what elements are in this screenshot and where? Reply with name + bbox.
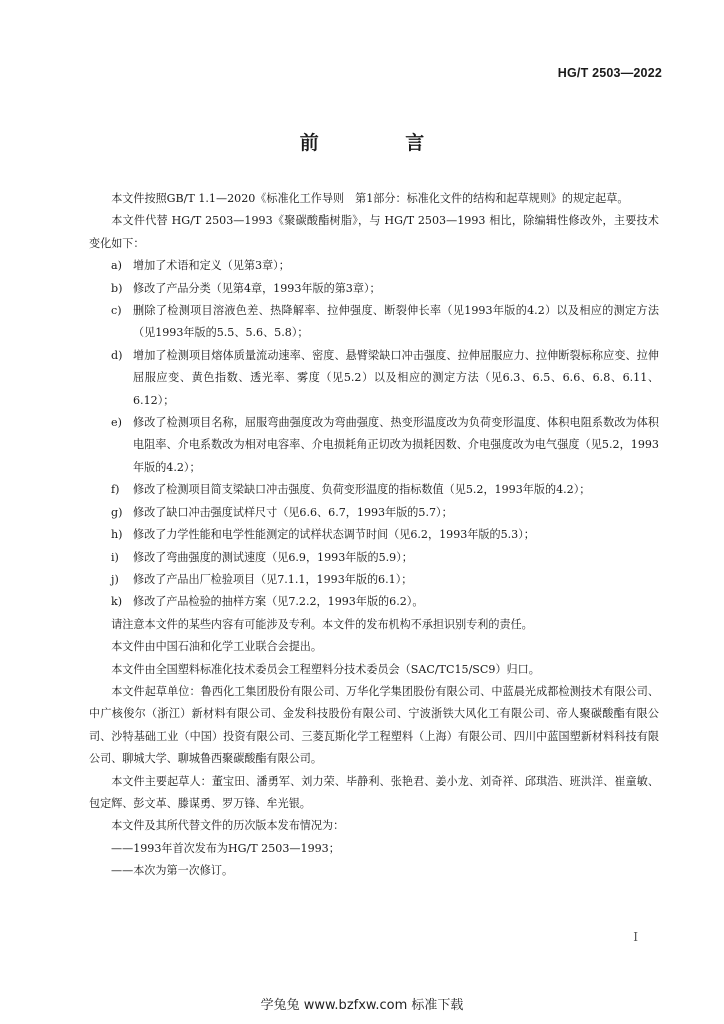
page-title: 前 言: [299, 132, 465, 154]
list-text: 删除了检测项目溶液色差、热降解率、拉伸强度、断裂伸长率（见1993年版的4.2）以及相应的测定方法（见1993年版的5.5、5.6、5.8）；: [133, 304, 659, 340]
list-item: [89, 591, 659, 613]
list-label: d): [111, 348, 123, 362]
paragraph-history-intro: 本文件及其所代替文件的历次版本发布情况为：: [111, 819, 345, 833]
list-item: [89, 547, 659, 569]
list-text: 增加了检测项目熔体质量流动速率、密度、悬臂梁缺口冲击强度、拉伸屈服应力、拉伸断裂标称应变、拉伸屈服应变、黄色指数、透光率、雾度（见5.2）以及相应的测定方法（见6.3、6.5、6.6、6.8、6.11、6.12）；: [133, 348, 659, 407]
list-label: j): [111, 572, 119, 586]
list-text: 修改了产品分类（见第4章，1993年版的第3章）；: [133, 281, 381, 295]
paragraph-proposer: 本文件由中国石油和化学工业联合会提出。: [111, 640, 322, 654]
list-label: b): [111, 281, 123, 295]
watermark-text: 学兔兔 www.bzfxw.com 标准下载: [260, 998, 464, 1013]
list-item: [89, 479, 659, 501]
change-list: [89, 255, 659, 614]
document-body: [89, 188, 659, 883]
list-item: [89, 255, 659, 277]
list-item: [89, 524, 659, 546]
list-text: 修改了检测项目简支梁缺口冲击强度、负荷变形温度的指标数值（见5.2，1993年版的4.2）；: [133, 483, 591, 497]
list-label: c): [111, 304, 122, 318]
list-item: [89, 278, 659, 300]
list-label: e): [111, 416, 122, 430]
list-label: g): [111, 505, 123, 519]
paragraph-drafting-rules: 本文件按照GB/T 1.1—2020《标准化工作导则 第1部分：标准化文件的结构和起草规则》的规定起草。: [111, 192, 629, 205]
list-item: [89, 569, 659, 591]
list-text: 修改了弯曲强度的测试速度（见6.9，1993年版的5.9）；: [133, 550, 413, 564]
paragraph-replacement: 本文件代替 HG/T 2503—1993《聚碳酸酯树脂》，与 HG/T 2503—1993 相比，除编辑性修改外，主要技术变化如下：: [89, 214, 659, 250]
paragraph-drafting-units: 本文件起草单位：鲁西化工集团股份有限公司、万华化学集团股份有限公司、中蓝晨光成都检测技术有限公司、中广核俊尔（浙江）新材料有限公司、金发科技股份有限公司、宁波浙铁大风化工有限公司、帝人聚碳酸酯有限公司、沙特基础工业（中国）投资有限公司、三菱瓦斯化学工程塑料（上海）有限公司、四川中蓝国塑新材料科技有限公司、聊城大学、聊城鲁西聚碳酸酯有限公司。: [89, 684, 659, 766]
list-item: [89, 345, 659, 412]
list-label: f): [111, 483, 120, 497]
list-text: 增加了术语和定义（见第3章）；: [133, 259, 290, 273]
list-item: [89, 502, 659, 524]
standard-code: HG/T 2503—2022: [557, 66, 662, 80]
list-label: a): [111, 259, 122, 273]
list-item: [89, 412, 659, 479]
paragraph-patent-notice: 请注意本文件的某些内容有可能涉及专利。本文件的发布机构不承担识别专利的责任。: [111, 617, 533, 631]
list-label: k): [111, 595, 123, 609]
paragraph-drafters: 本文件主要起草人：董宝田、潘勇军、刘力荣、毕静利、张艳君、姜小龙、刘奇祥、邱琪浩、班洪洋、崔童敏、包定辉、彭文革、滕谋勇、罗万锋、牟光银。: [89, 774, 659, 810]
list-text: 修改了产品检验的抽样方案（见7.2.2，1993年版的6.2）。: [133, 595, 424, 609]
list-label: i): [111, 550, 119, 564]
list-text: 修改了检测项目名称，屈服弯曲强度改为弯曲强度、热变形温度改为负荷变形温度、体积电阻系数改为体积电阻率、介电系数改为相对电容率、介电损耗角正切改为损耗因数、介电强度改为电气强度（见5.2，1993年版的4.2）；: [133, 416, 659, 474]
list-label: h): [111, 528, 123, 542]
history-item: ——本次为第一次修订。: [111, 864, 234, 878]
list-item: [89, 300, 659, 345]
list-text: 修改了力学性能和电学性能测定的试样状态调节时间（见6.2，1993年版的5.3）；: [133, 528, 535, 542]
list-text: 修改了产品出厂检验项目（见7.1.1，1993年版的6.1）；: [133, 572, 413, 586]
list-text: 修改了缺口冲击强度试样尺寸（见6.6、6.7，1993年版的5.7）；: [133, 505, 453, 519]
history-item: ——1993年首次发布为HG/T 2503—1993；: [111, 841, 340, 855]
paragraph-technical-committee: 本文件由全国塑料标准化技术委员会工程塑料分技术委员会（SAC/TC15/SC9）归口。: [111, 662, 540, 676]
page-number: I: [633, 930, 638, 944]
